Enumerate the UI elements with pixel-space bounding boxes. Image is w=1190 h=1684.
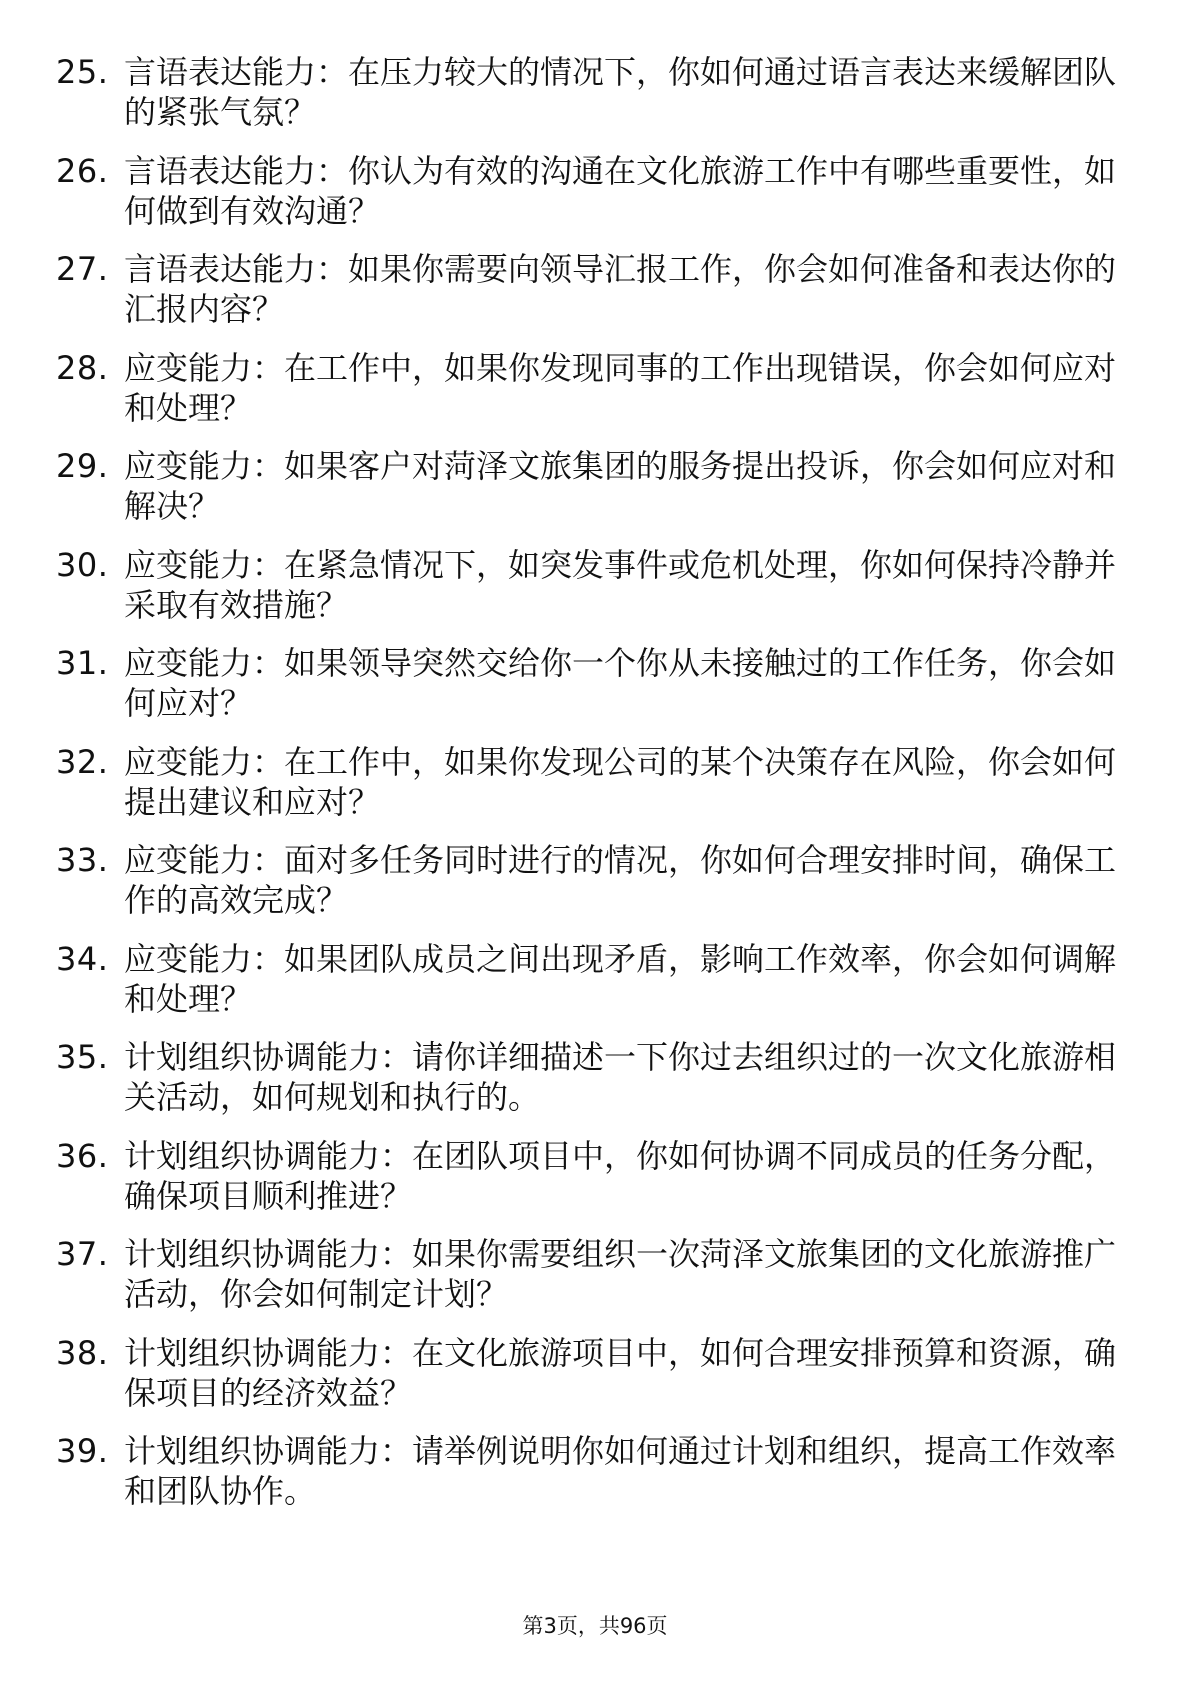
question-number: 32.	[56, 742, 109, 781]
question-item	[56, 939, 1126, 1019]
question-text: 应变能力：如果客户对菏泽文旅集团的服务提出投诉，你会如何应对和解决？	[124, 447, 1117, 525]
question-text: 应变能力：如果领导突然交给你一个你从未接触过的工作任务，你会如何应对？	[124, 644, 1117, 722]
question-item	[56, 249, 1126, 329]
question-text: 言语表达能力：你认为有效的沟通在文化旅游工作中有哪些重要性，如何做到有效沟通？	[124, 151, 1117, 230]
question-text: 应变能力：面对多任务同时进行的情况，你如何合理安排时间，确保工作的高效完成？	[124, 841, 1117, 919]
question-item	[56, 348, 1126, 428]
question-text: 应变能力：在工作中，如果你发现同事的工作出现错误，你会如何应对和处理？	[124, 348, 1117, 427]
question-number: 25.	[56, 53, 109, 91]
question-number: 30.	[56, 545, 109, 584]
question-text: 应变能力：如果团队成员之间出现矛盾，影响工作效率，你会如何调解和处理？	[124, 939, 1117, 1018]
question-item	[56, 742, 1126, 822]
question-item	[56, 643, 1126, 723]
question-item	[56, 446, 1126, 526]
question-item	[56, 52, 1126, 132]
question-list	[56, 52, 1126, 1530]
question-item	[56, 1037, 1126, 1117]
question-number: 37.	[56, 1235, 109, 1273]
question-item	[56, 1333, 1126, 1413]
question-item	[56, 1431, 1126, 1511]
question-number: 34.	[56, 939, 109, 978]
question-number: 26.	[56, 151, 109, 190]
page-indicator: 第3页，共96页	[522, 1614, 668, 1638]
question-number: 28.	[56, 348, 109, 387]
question-number: 39.	[56, 1432, 109, 1470]
question-text: 计划组织协调能力：在团队项目中，你如何协调不同成员的任务分配，确保项目顺利推进？	[124, 1136, 1117, 1215]
question-text: 计划组织协调能力：请你详细描述一下你过去组织过的一次文化旅游相关活动，如何规划和执行的。	[124, 1038, 1117, 1116]
question-number: 31.	[56, 644, 109, 682]
question-item	[56, 1234, 1126, 1314]
question-text: 应变能力：在工作中，如果你发现公司的某个决策存在风险，你会如何提出建议和应对？	[124, 742, 1117, 821]
question-number: 38.	[56, 1333, 109, 1372]
question-text: 言语表达能力：如果你需要向领导汇报工作，你会如何准备和表达你的汇报内容？	[124, 250, 1117, 328]
question-number: 27.	[56, 250, 109, 288]
question-number: 33.	[56, 841, 109, 879]
question-number: 36.	[56, 1136, 109, 1175]
question-item	[56, 151, 1126, 231]
question-text: 言语表达能力：在压力较大的情况下，你如何通过语言表达来缓解团队的紧张气氛？	[124, 53, 1117, 131]
question-text: 应变能力：在紧急情况下，如突发事件或危机处理，你如何保持冷静并采取有效措施？	[124, 545, 1117, 624]
question-text: 计划组织协调能力：在文化旅游项目中，如何合理安排预算和资源，确保项目的经济效益？	[124, 1333, 1117, 1412]
question-text: 计划组织协调能力：如果你需要组织一次菏泽文旅集团的文化旅游推广活动，你会如何制定计划？	[124, 1235, 1117, 1313]
question-item	[56, 1136, 1126, 1216]
question-number: 29.	[56, 447, 109, 485]
question-text: 计划组织协调能力：请举例说明你如何通过计划和组织，提高工作效率和团队协作。	[124, 1432, 1117, 1510]
question-number: 35.	[56, 1038, 109, 1076]
question-item	[56, 840, 1126, 920]
question-item	[56, 545, 1126, 625]
